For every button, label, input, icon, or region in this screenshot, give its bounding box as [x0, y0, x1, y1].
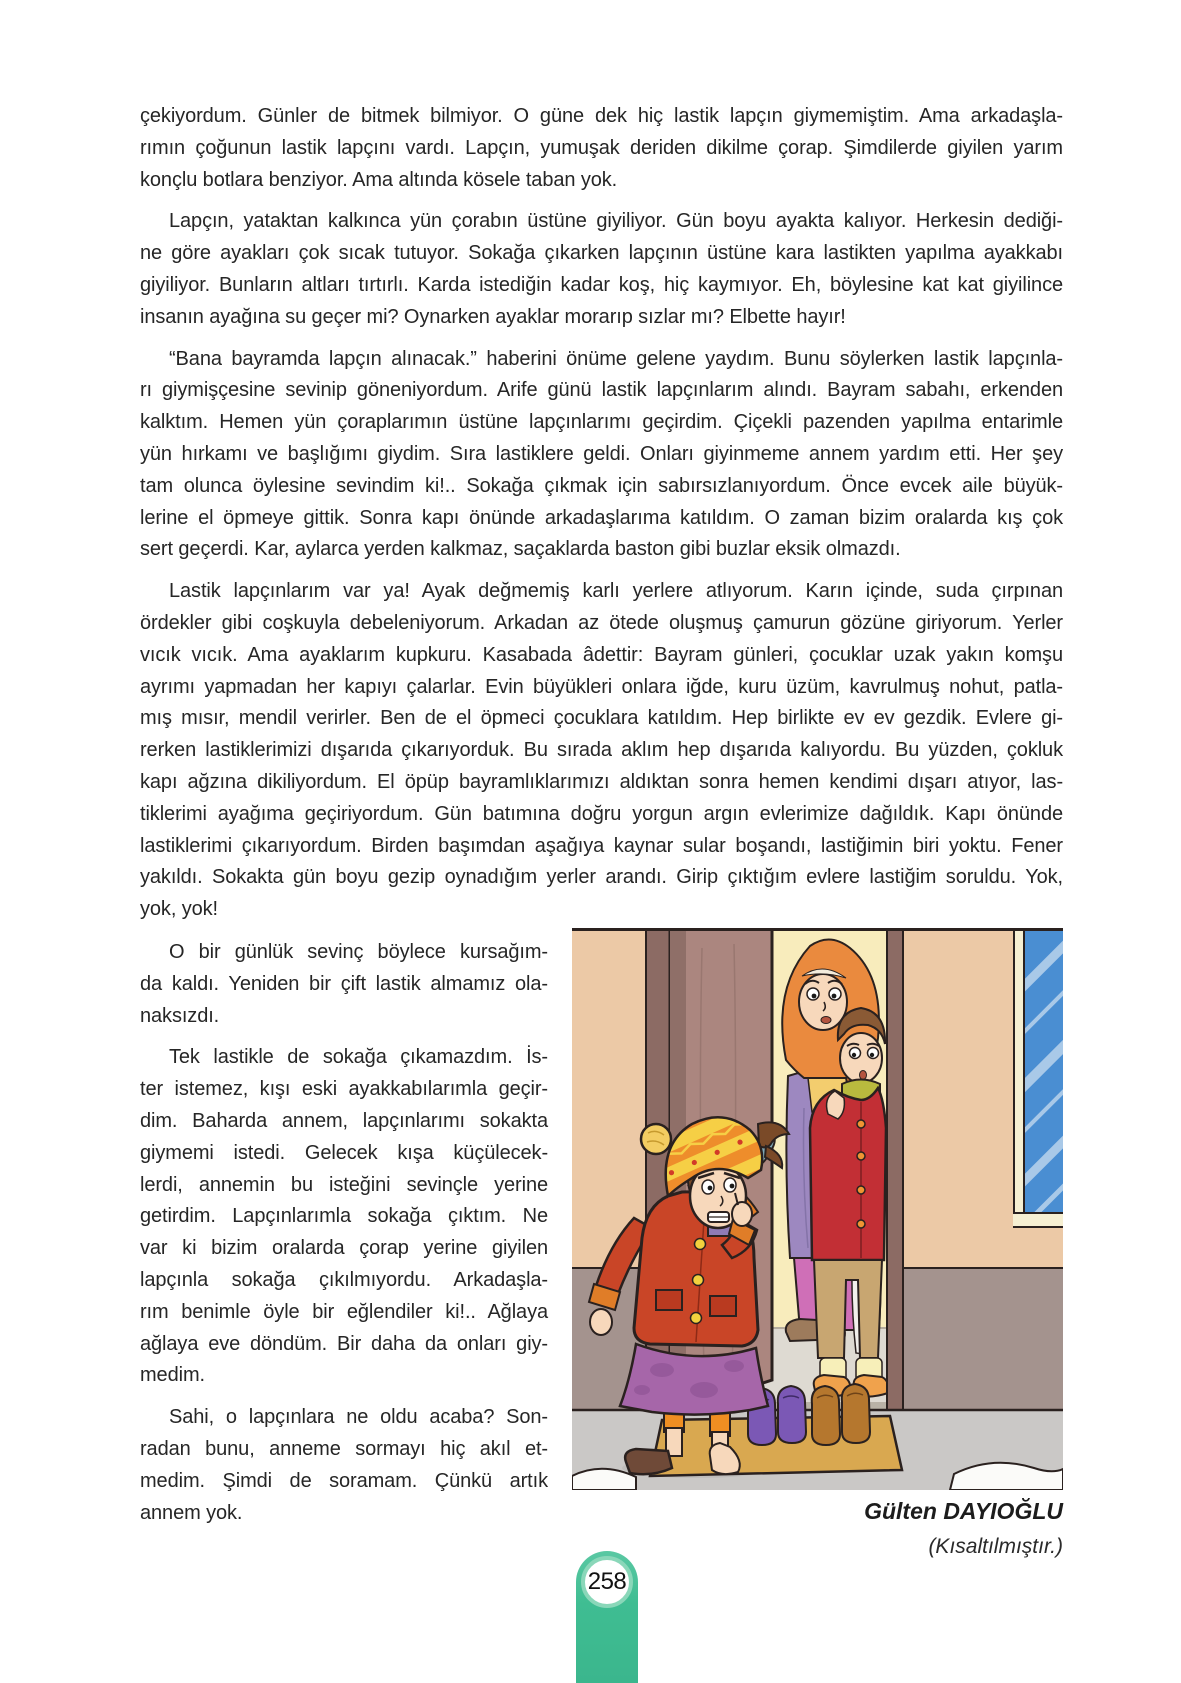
- text-line: lerdi, annemin bu isteğini sevinçle yerine: [140, 1173, 548, 1196]
- page-number-badge: [576, 1551, 638, 1683]
- text-line: ağlaya eve döndüm. Bir daha da onları giy-: [140, 1332, 548, 1355]
- text-line: Lapçın, yataktan kalkınca yün çorabın üstüne giyiliyor. Gün boyu ayakta kalıyor. Herkesin dediği-: [169, 210, 1063, 233]
- paragraph: [140, 1402, 548, 1529]
- text-line: lastiklerimi çıkarıyordum. Birden başımdan aşağıya kaynar sular boşandı, lastiğimin biri yoktu. Fener: [140, 834, 1063, 857]
- text-line: ter istemez, kışı eski ayakkabılarımla geçir-: [140, 1078, 548, 1101]
- story-illustration: [572, 928, 1063, 1490]
- text-line: kapı ağzına dikiliyordum. El öpüp bayramlıklarımızı aldıktan sonra hemen kendimi dışarı atıyor, las-: [140, 770, 1063, 793]
- text-line: da kaldı. Yeniden bir çift lastik almamız ola-: [140, 972, 548, 995]
- text-line: tiklerimi ayağıma geçiriyordum. Gün batımına doğru yorgun argın evlerimize dağıldık. Kapı önünde: [140, 802, 1063, 825]
- paragraph: [140, 1042, 548, 1392]
- text-line: medim.: [140, 1364, 205, 1387]
- text-line: ayrımı yapmadan her kapıyı çalarlar. Evin büyükleri onlara iğde, kuru üzüm, kavrulmuş nohut, patla-: [140, 675, 1063, 698]
- text-line: vıcık vıcık. Ama ayaklarım kupkuru. Kasabada âdettir: Bayram günleri, çocuklar uzak yakın komşu: [140, 643, 1063, 666]
- text-line: Sahi, o lapçınlara ne oldu acaba? Son-: [169, 1406, 548, 1429]
- text-line: kalktım. Hemen yün çoraplarımın üstüne lapçınlarımı geçirdim. Çiçekli pazenden yapılma entarimle: [140, 411, 1063, 434]
- text-line: annem yok.: [140, 1501, 243, 1524]
- text-line: sert geçerdi. Kar, aylarca yerden kalkmaz, saçaklarda baston gibi buzlar eksik olmazdı.: [140, 538, 901, 561]
- text-line: rı giymişçesine sevinip göneniyordum. Arife günü lastik lapçınlarım alındı. Bayram sabahı, erkenden: [140, 379, 1063, 402]
- text-line: “Bana bayramda lapçın alınacak.” haberini önüme gelene yaydım. Bunu söylerken lastik lapçınla-: [169, 347, 1063, 370]
- text-line: ördekler gibi coşkuyla debeleniyorum. Arkadan az ötede oluşmuş çamurun gözüne giriyorum. Yerler: [140, 611, 1063, 634]
- text-line: medim. Şimdi de soramam. Çünkü artık: [140, 1469, 548, 1492]
- page-number: 258: [587, 1568, 627, 1595]
- text-line: insanın ayağına su geçer mi? Oynarken ayaklar morarıp sızlar mı? Elbette hayır!: [140, 305, 846, 328]
- text-line: yün hırkamı ve başlığımı giydim. Sıra lastiklere geldi. Onları giyinmeme annem yardım etti. Her şey: [140, 442, 1063, 465]
- paragraph: [140, 206, 1063, 333]
- text-line: Lastik lapçınlarım var ya! Ayak değmemiş karlı yerlere atlıyorum. Karın içinde, suda çırpınan: [169, 580, 1063, 603]
- text-line: yok, yok!: [140, 898, 219, 921]
- text-line: ne göre ayakları çok sıcak tutuyor. Sokağa çıkarken lapçının üstüne kara lastikten yapılma ayakkabı: [140, 242, 1063, 265]
- author-name: Gülten DAYIOĞLU: [864, 1498, 1063, 1524]
- text-line: O bir günlük sevinç böylece kursağım-: [169, 941, 548, 963]
- text-line: naksızdı.: [140, 1004, 220, 1027]
- page-number-circle: [581, 1556, 633, 1608]
- text-line: konçlu botlara benziyor. Ama altında kösele taban yok.: [140, 168, 618, 191]
- abridged-note: (Kısaltılmıştır.): [928, 1535, 1063, 1558]
- text-line: tam olunca öylesine sevindim ki!.. Sokağa çıkmak için sabırsızlanıyordum. Önce evcek aile büyük-: [140, 474, 1063, 497]
- text-line: rerken lastiklerimizi dışarıda çıkarıyorduk. Bu sırada aklım hep dışarıda kalıyordu. Bu yüzden, çokluk: [140, 739, 1063, 762]
- text-line: radan bunu, anneme sormayı hiç akıl et-: [140, 1437, 548, 1460]
- text-line: giymemi istedi. Gelecek kışa küçülecek-: [140, 1141, 548, 1164]
- text-line: lerine el öpmeye gittik. Sonra kapı önünde arkadaşlarıma katıldım. O zaman bizim oralarda kış çok: [140, 506, 1063, 529]
- text-line: çekiyordum. Günler de bitmek bilmiyor. O güne dek hiç lastik lapçın giymemiştim. Ama arkadaşla-: [140, 105, 1063, 127]
- text-line: lapçınla sokağa çıkılmıyordu. Arkadaşla-: [140, 1268, 548, 1291]
- text-line: mış mısır, mendil verirler. Ben de el öpmeci çocuklara katıldım. Hep birlikte ev ev gezdik. Evlere gi-: [140, 707, 1063, 730]
- paragraph: [140, 101, 1063, 196]
- text-line: dim. Baharda annem, lapçınlarımı sokakta: [140, 1109, 548, 1132]
- text-line: var ki bizim oralarda çorap yerine giyilen: [140, 1237, 548, 1260]
- paragraph: [140, 576, 1063, 926]
- text-line: rım benimle öyle bir eğlendiler ki!.. Ağlaya: [140, 1300, 548, 1323]
- text-line: Tek lastikle de sokağa çıkamazdım. İs-: [169, 1046, 548, 1069]
- text-line: yakıldı. Sokakta gün boyu gezip oynadığım yerler arandı. Girip çıktığım evlere lastiğim soruldu. Yok,: [140, 866, 1063, 889]
- text-line: rımın çoğunun lastik lapçını vardı. Lapçın, yumuşak deriden dikilme çorap. Şimdilerde giyilen yarım: [140, 136, 1063, 159]
- paragraph: [140, 937, 548, 1032]
- paragraph: [140, 344, 1063, 567]
- text-line: getirdim. Lapçınlarımla sokağa çıktım. Ne: [140, 1205, 548, 1228]
- story-text-column: [140, 937, 548, 1529]
- story-text: [140, 101, 1063, 926]
- text-line: giyiliyor. Bunların altları tırtırlı. Karda istediğin kadar koş, hiç kaymıyor. Eh, böylesine kat kat giyilince: [140, 273, 1063, 296]
